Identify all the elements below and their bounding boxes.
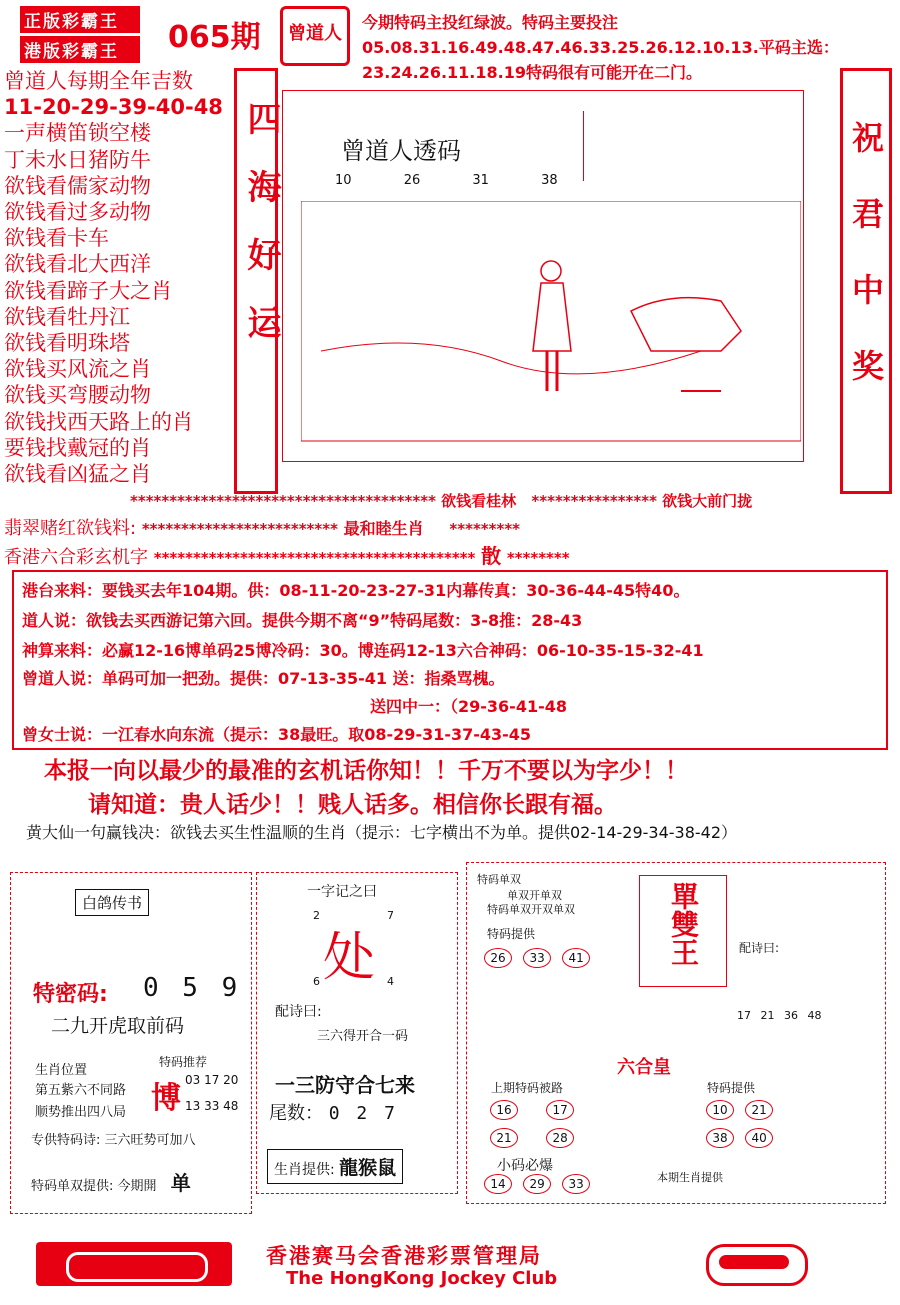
- middle-line-3: [4, 540, 570, 569]
- special-number: 33: [523, 948, 551, 968]
- footer-en: The HongKong Jockey Club: [286, 1268, 558, 1289]
- box-middle-n-tr: 7: [387, 909, 394, 922]
- right-number: 17: [737, 1009, 751, 1022]
- vertical-banner-left: [234, 68, 281, 494]
- grid-number: 40: [745, 1128, 773, 1148]
- middle-line-3-mid: 散: [481, 544, 502, 568]
- box-left-special-msg-value: 三六旺势可加八: [104, 1133, 196, 1148]
- grid-number: 21: [745, 1100, 773, 1120]
- picture-number: 26: [403, 173, 421, 188]
- box-right-poem-title: 配诗曰:: [739, 941, 780, 955]
- box-left-code-label: 特密码:: [33, 982, 108, 1007]
- picture-frame: [282, 90, 804, 462]
- box-left-code-value: 0 5 9: [143, 973, 242, 1003]
- info-row: 道人说：欲钱去买西游记第六回。提供今期不离“9”特码尾数：3-8推：28-43: [22, 611, 583, 630]
- box-left-pos-line1: 第五紫六不同路: [35, 1083, 127, 1098]
- box-left-pos-line2: 顺势推出四八局: [35, 1105, 127, 1120]
- grid-number: 17: [546, 1100, 574, 1120]
- special-number: 41: [562, 948, 590, 968]
- box-right-left-grid: [487, 1099, 597, 1148]
- box-left: [10, 872, 252, 1214]
- vertical-banner-right: [840, 68, 892, 494]
- box-middle-n-br: 4: [387, 975, 394, 988]
- info-box: [12, 570, 888, 750]
- figure-robe-icon: [533, 283, 571, 351]
- picture-numbers: [335, 173, 558, 188]
- box-right-right-grid: [703, 1099, 793, 1148]
- box-middle-zodiac: [267, 1149, 403, 1184]
- poem-columns: [583, 111, 784, 181]
- left-line: 欲钱看卡车: [4, 226, 109, 251]
- small-number: 29: [523, 1174, 551, 1194]
- stars: *************************: [141, 520, 338, 538]
- middle-line-3-left: 香港六合彩玄机字: [4, 547, 148, 568]
- grid-number: 28: [546, 1128, 574, 1148]
- stars: ********: [506, 549, 570, 567]
- left-line: 要钱找戴冠的肖: [4, 435, 151, 460]
- picture-title: 曾道人透码: [341, 137, 461, 165]
- slogan-line-1: 本报一向以最少的最准的玄机话你知！！千万不要以为字少！！: [44, 757, 688, 784]
- left-line: 欲钱看过多动物: [4, 200, 151, 225]
- box-right-title1b: 单双开单双: [507, 889, 562, 902]
- grid-number: 21: [490, 1128, 518, 1148]
- right-number: 36: [784, 1009, 798, 1022]
- small-number: 14: [484, 1174, 512, 1194]
- box-middle-guard: 一三防守合七来: [275, 1073, 415, 1097]
- seal-text: 曾道人: [288, 23, 342, 44]
- box-middle-poem: 三六得开合一码: [317, 1029, 409, 1044]
- footer-logo-left: [36, 1242, 232, 1286]
- info-row: 曾女士说：一江春水向东流（提示：38最旺。取08-29-31-37-43-45: [22, 725, 532, 744]
- small-number: 33: [562, 1174, 590, 1194]
- box-left-title: 白鸽传书: [75, 889, 149, 916]
- left-line: 欲钱看儒家动物: [4, 173, 151, 198]
- left-numbers: 11-20-29-39-40-48: [4, 95, 223, 120]
- left-line: 丁未水日猪防牛: [4, 147, 151, 172]
- box-right-king-text: 單雙王: [667, 882, 700, 966]
- box-right-sub-right: 特码提供: [707, 1081, 756, 1095]
- box-right: [466, 862, 886, 1204]
- left-line: 欲钱买弯腰动物: [4, 383, 151, 408]
- box-left-bottom: [31, 1167, 191, 1196]
- box-middle-title: 一字记之曰: [307, 884, 377, 900]
- box-middle: [256, 872, 458, 1194]
- box-right-sub-left: 上期特码被路: [491, 1081, 564, 1095]
- footer-logo-right-mark: [719, 1255, 789, 1269]
- box-middle-zodiac-label: 生肖提供:: [274, 1162, 335, 1178]
- stars: ***************************************: [130, 492, 436, 510]
- box-left-special-vert: 博: [151, 1081, 181, 1116]
- box-middle-tail-value: 0 2 7: [328, 1103, 398, 1124]
- stars: ****************: [531, 492, 657, 510]
- box-right-title1c: 特码单双开双单双: [487, 903, 575, 916]
- logo-line-2: 港版彩霸王: [20, 36, 140, 63]
- middle-line-1-mid: 欲钱看桂林: [441, 492, 517, 510]
- info-row: 港台来料：要钱买去年104期。供：08-11-20-23-27-31内幕传真：30-36-44-45特40。: [22, 581, 690, 600]
- right-number: 21: [760, 1009, 775, 1022]
- grid-number: 10: [706, 1100, 734, 1120]
- box-left-bottom-value: 今期開: [117, 1179, 157, 1194]
- special-number: 26: [484, 948, 512, 968]
- info-row: 曾道人说：单码可加一把劲。提供：07-13-35-41 送：指桑骂槐。: [22, 669, 505, 688]
- right-number: 48: [807, 1009, 822, 1022]
- left-column: [4, 68, 236, 487]
- box-left-special-msg: [31, 1129, 196, 1148]
- left-line: 一声横笛锁空楼: [4, 121, 151, 146]
- box-right-footer-note: 本期生肖提供: [657, 1171, 723, 1184]
- left-line: 欲钱买风流之肖: [4, 357, 151, 382]
- middle-line-1-right: 欲钱大前门拢: [662, 492, 753, 510]
- box-left-pos-label: 生肖位置: [35, 1063, 88, 1078]
- left-line: 欲钱看凶猛之肖: [4, 462, 151, 487]
- header-notice: 今期特码主投红绿波。特码主要投注05.08.31.16.49.48.47.46.33.25.26.12.10.13.平码主选：23.24.26.11.18.19特码很有可能开在二门。: [362, 13, 839, 82]
- picture-number: 38: [541, 173, 558, 188]
- box-middle-n-bl: 6: [313, 975, 320, 988]
- figure-head-icon: [541, 261, 561, 281]
- slogan-line-2: 请知道：贵人话少！！贱人话多。相信你长跟有福。: [88, 791, 617, 818]
- middle-line-2: [4, 514, 520, 540]
- box-right-small-title: 小码必爆: [497, 1158, 553, 1174]
- box-right-title1: 特码单双: [477, 873, 521, 886]
- left-line: 欲钱看牡丹江: [4, 304, 130, 329]
- box-right-special: [481, 947, 593, 968]
- info-row: 送四中一：（29-36-41-48: [370, 697, 567, 716]
- logo-line-1: 正版彩霸王: [20, 6, 140, 33]
- box-middle-poem-label: 配诗曰:: [275, 1004, 322, 1020]
- vertical-banner-right-text: 祝君中奖: [847, 121, 885, 425]
- info-row: 神算来料：必赢12-16博单码25博冷码：30。博连码12-13六合神码：06-10-35-15-32-41: [22, 641, 704, 660]
- left-title: 曾道人每期全年吉数: [4, 69, 193, 93]
- box-middle-tail-label: 尾数：: [269, 1103, 323, 1124]
- box-right-bottom-title: 六合皇: [617, 1057, 671, 1078]
- box-middle-zodiac-value: 龍猴鼠: [339, 1157, 397, 1179]
- middle-line-2-left: 翡翠赌红欲钱料:: [4, 518, 137, 539]
- footer-cn: 香港赛马会香港彩票管理局: [266, 1243, 542, 1268]
- left-line: 欲钱找西天路上的肖: [4, 409, 193, 434]
- box-left-special-nums1: 03 17 20: [185, 1073, 239, 1087]
- box-left-special-label: 特码推荐: [159, 1055, 208, 1069]
- box-middle-char: 处: [323, 928, 376, 988]
- picture-number: 10: [335, 173, 352, 188]
- box-middle-n-tl: 2: [313, 909, 320, 922]
- horse-icon: [631, 298, 741, 351]
- left-line: 欲钱看北大西洋: [4, 252, 151, 277]
- issue-number: 065期: [168, 20, 261, 55]
- box-left-special-nums2: 13 33 48: [185, 1099, 239, 1113]
- footer-logo-left-mark: [66, 1252, 208, 1282]
- illustration: [301, 201, 801, 451]
- seal-stamp: [280, 6, 350, 66]
- logo: [20, 6, 140, 62]
- left-line: 欲钱看明珠塔: [4, 331, 130, 356]
- middle-line-2-mid: 最和睦生肖: [343, 519, 424, 538]
- box-left-bottom-result: 单: [170, 1171, 191, 1195]
- stars: *****************************************: [153, 549, 476, 567]
- box-right-small-grid: [481, 1173, 631, 1194]
- grid-number: 16: [490, 1100, 518, 1120]
- vertical-banner-left-text: 四海好运: [241, 101, 281, 373]
- box-left-phrase: 二九开虎取前码: [51, 1015, 185, 1037]
- footer-logo-right: [706, 1244, 808, 1286]
- box-left-special-msg-label: 专供特码诗:: [31, 1133, 101, 1148]
- middle-line-1: [130, 490, 752, 511]
- box-right-king: [639, 875, 727, 987]
- stars: *********: [449, 520, 521, 538]
- grid-number: 38: [706, 1128, 734, 1148]
- box-right-nums: [737, 1009, 822, 1022]
- picture-number: 31: [472, 173, 489, 188]
- slogan-line-3: 黄大仙一句赢钱决：欲钱去买生性温顺的生肖（提示：七字横出不为单。提供02-14-29-34-38-42）: [26, 823, 738, 842]
- box-left-bottom-label: 特码单双提供:: [31, 1179, 114, 1194]
- box-right-special-title: 特码提供: [487, 927, 536, 941]
- box-middle-tail: [269, 1099, 398, 1125]
- left-line: 欲钱看蹄子大之肖: [4, 278, 172, 303]
